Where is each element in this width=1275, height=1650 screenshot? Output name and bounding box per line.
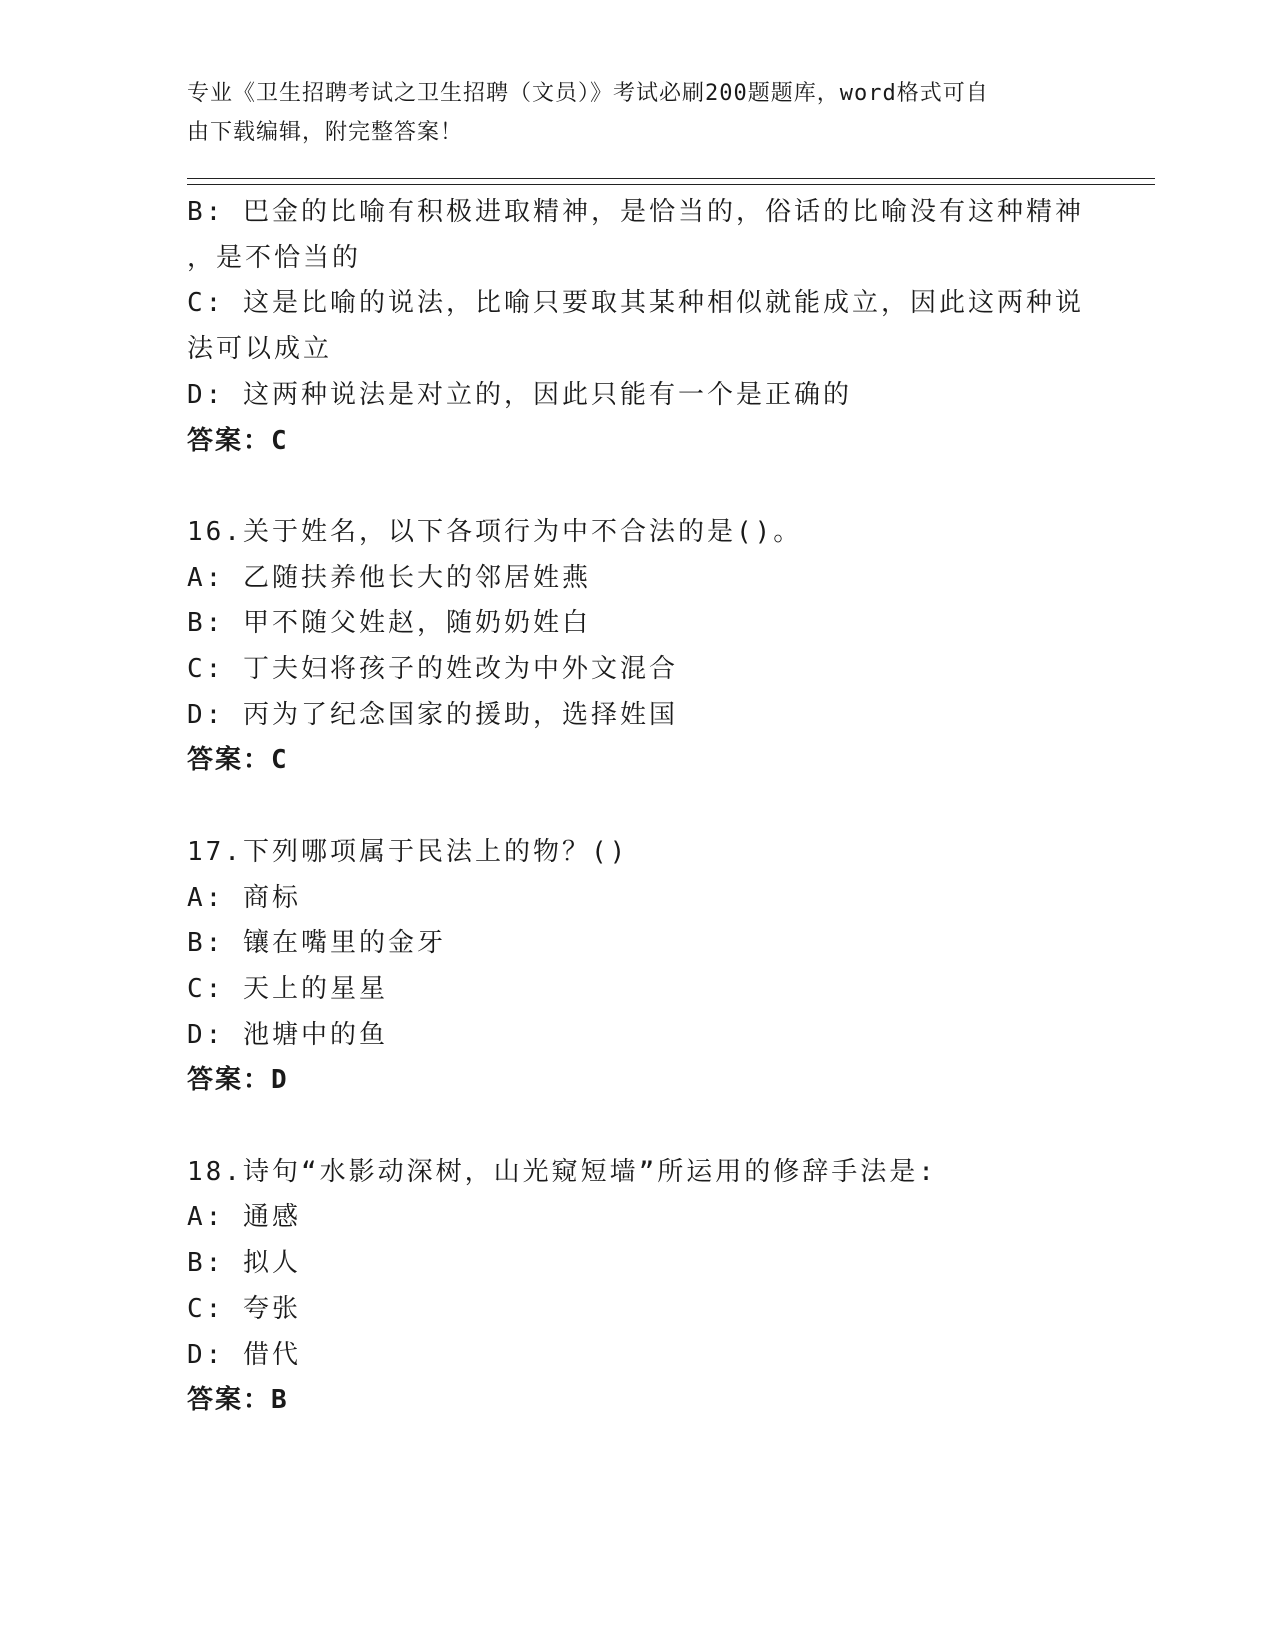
header-divider-top: [187, 178, 1155, 179]
option-d: D: 池塘中的鱼: [187, 1019, 388, 1050]
option-b-line-1: B: 巴金的比喻有积极进取精神，是恰当的，俗话的比喻没有这种精神: [187, 197, 1084, 227]
option-d: D: 这两种说法是对立的，因此只能有一个是正确的: [187, 379, 852, 410]
answer-label: 答案：C: [187, 745, 289, 776]
answer-label: 答案：C: [187, 425, 289, 456]
question-stem: 18.诗句“水影动深树，山光窥短墙”所运用的修辞手法是:: [187, 1156, 937, 1187]
option-c-line-1: C: 这是比喻的说法，比喻只要取其某种相似就能成立，因此这两种说: [187, 288, 1084, 319]
option-b: B: 甲不随父姓赵，随奶奶姓白: [187, 608, 591, 639]
question-17: [187, 830, 1087, 1104]
option-c: C: 夸张: [187, 1293, 301, 1324]
question-stem: 16.关于姓名，以下各项行为中不合法的是()。: [187, 516, 803, 547]
question-15-continuation: [187, 190, 1087, 464]
option-c-line-2: 法可以成立: [187, 334, 333, 365]
option-a: A: 通感: [187, 1202, 301, 1233]
option-a: A: 乙随扶养他长大的邻居姓燕: [187, 562, 591, 593]
option-b-line-2: ，是不恰当的: [187, 242, 362, 273]
header-line-2: 由下载编辑，附完整答案！: [187, 120, 464, 145]
option-a: A: 商标: [187, 882, 301, 913]
question-18: [187, 1150, 1087, 1424]
option-d: D: 丙为了纪念国家的援助，选择姓国: [187, 699, 678, 730]
option-c: C: 天上的星星: [187, 973, 388, 1004]
spacer: [187, 784, 1087, 830]
spacer: [187, 1104, 1087, 1150]
spacer: [187, 464, 1087, 510]
option-c: C: 丁夫妇将孩子的姓改为中外文混合: [187, 654, 678, 685]
header-line-1: 专业《卫生招聘考试之卫生招聘（文员）》考试必刷200题题库，word格式可自: [187, 81, 989, 106]
answer-label: 答案：B: [187, 1385, 289, 1416]
question-content: [187, 190, 1087, 1424]
option-b: B: 拟人: [187, 1248, 301, 1279]
answer-label: 答案：D: [187, 1065, 289, 1096]
header-divider-bottom: [187, 184, 1155, 185]
option-b: B: 镶在嘴里的金牙: [187, 928, 446, 959]
question-16: [187, 510, 1087, 784]
option-d: D: 借代: [187, 1339, 301, 1370]
document-header: [187, 74, 1067, 152]
question-stem: 17.下列哪项属于民法上的物？(): [187, 836, 629, 867]
